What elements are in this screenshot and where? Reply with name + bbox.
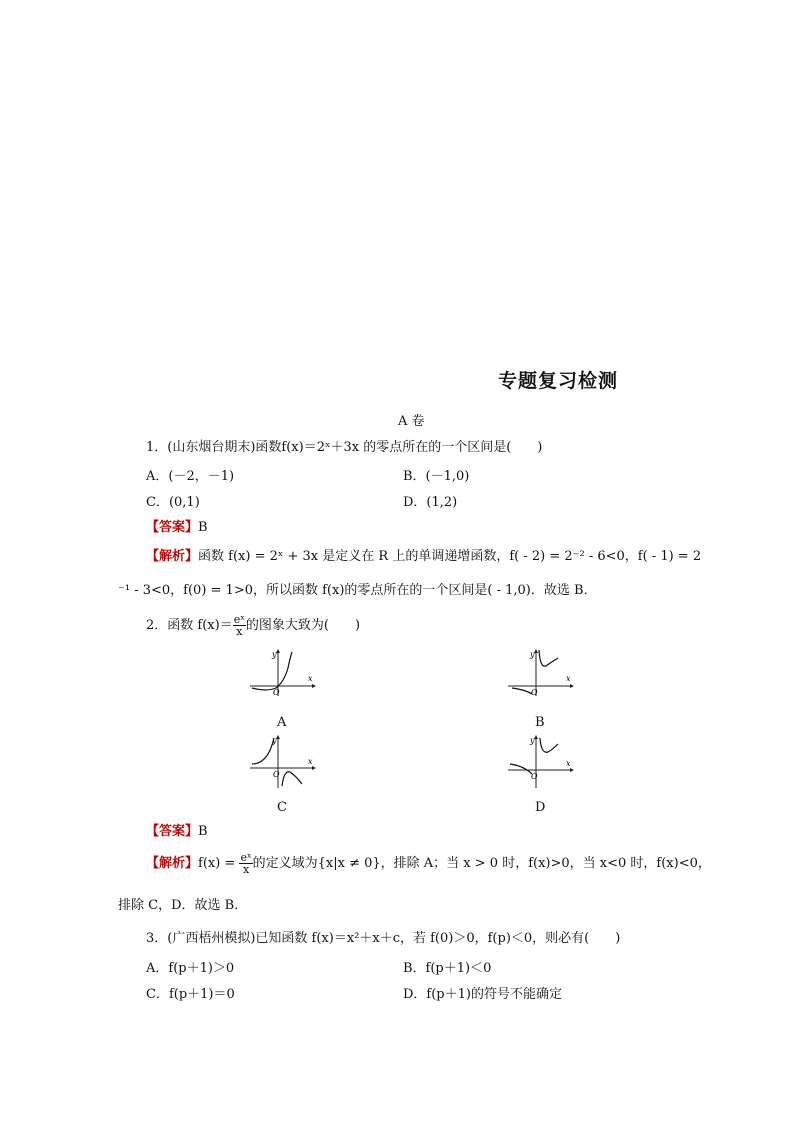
q2-analysis-line1 <box>146 852 711 875</box>
analysis-tag: 【解析】 <box>146 856 199 871</box>
origin-label: O <box>531 688 538 697</box>
q2-answer <box>146 824 208 840</box>
q1-analysis-line1 <box>146 549 701 565</box>
fraction-denominator: x <box>236 625 243 638</box>
fraction-numerator: eˣ <box>240 851 252 864</box>
analysis-text: 函数 f(x) = 2ˣ + 3x 是定义在 R 上的单调递增函数，f( - 2) = 2⁻² - 6<0，f( - 1) = 2 <box>198 549 702 564</box>
axis-x-label: x <box>308 757 313 766</box>
q2-fraction <box>233 614 246 637</box>
origin-label: O <box>273 688 280 697</box>
analysis-text: 的定义域为{x|x ≠ 0}，排除 A；当 x > 0 时，f(x)>0，当 x<0 时，f(x)<0， <box>252 856 711 871</box>
answer-tag: 【答案】 <box>146 520 199 535</box>
answer-tag: 【答案】 <box>146 824 199 839</box>
section-heading: A 卷 <box>398 414 425 429</box>
q3-option-b: B．f(p＋1)＜0 <box>403 961 492 976</box>
q2-stem-prefix: 2．函数 f(x)＝ <box>146 618 233 633</box>
q2-stem-suffix: 的图象大致为( ) <box>245 618 361 633</box>
graph-b-label: B <box>535 715 545 730</box>
graph-b <box>508 648 578 698</box>
origin-label: O <box>531 772 538 781</box>
q3-option-c: C．f(p＋1)＝0 <box>146 987 235 1002</box>
fraction-denominator: x <box>242 863 250 876</box>
page-title: 专题复习检测 <box>498 370 619 392</box>
axis-y-label: y <box>272 736 277 745</box>
axis-y-label: y <box>530 650 535 659</box>
q1-option-c: C．(0,1) <box>146 495 200 510</box>
analysis-fraction <box>239 852 252 875</box>
axis-x-label: x <box>566 674 571 683</box>
q1-option-b: B．(－1,0) <box>403 469 470 484</box>
q3-option-d: D．f(p＋1)的符号不能确定 <box>403 987 562 1002</box>
graph-d-label: D <box>535 800 546 815</box>
answer-value: B <box>198 824 208 839</box>
q1-answer <box>146 520 208 536</box>
answer-value: B <box>198 520 208 535</box>
graph-a <box>250 648 320 698</box>
q1-option-d: D．(1,2) <box>403 495 458 510</box>
graph-a-label: A <box>277 715 287 730</box>
axis-y-label: y <box>530 736 535 745</box>
q3-stem: 3．(广西梧州模拟)已知函数 f(x)＝x²＋x＋c，若 f(0)＞0，f(p)＜0，则必有( ) <box>146 931 621 946</box>
q2-analysis-line2: 排除 C，D．故选 B． <box>118 898 248 913</box>
q1-option-a: A．(－2，－1) <box>146 469 235 484</box>
graph-c <box>250 734 320 790</box>
fraction-numerator: eˣ <box>233 613 245 626</box>
axis-y-label: y <box>272 650 277 659</box>
q1-stem: 1．(山东烟台期末)函数f(x)＝2ˣ＋3x 的零点所在的一个区间是( ) <box>146 440 543 455</box>
origin-label: O <box>273 770 280 779</box>
analysis-prefix: f(x) = <box>198 856 240 871</box>
q1-analysis-line2: ⁻¹ - 3<0，f(0) = 1>0，所以函数 f(x)的零点所在的一个区间是( - 1,0)．故选 B． <box>118 583 597 598</box>
axis-x-label: x <box>308 674 313 683</box>
q3-option-a: A．f(p＋1)＞0 <box>146 961 235 976</box>
axis-x-label: x <box>566 759 571 768</box>
analysis-tag: 【解析】 <box>146 549 199 564</box>
q2-stem <box>146 614 360 637</box>
graph-d <box>508 734 578 790</box>
graph-c-label: C <box>277 800 287 815</box>
